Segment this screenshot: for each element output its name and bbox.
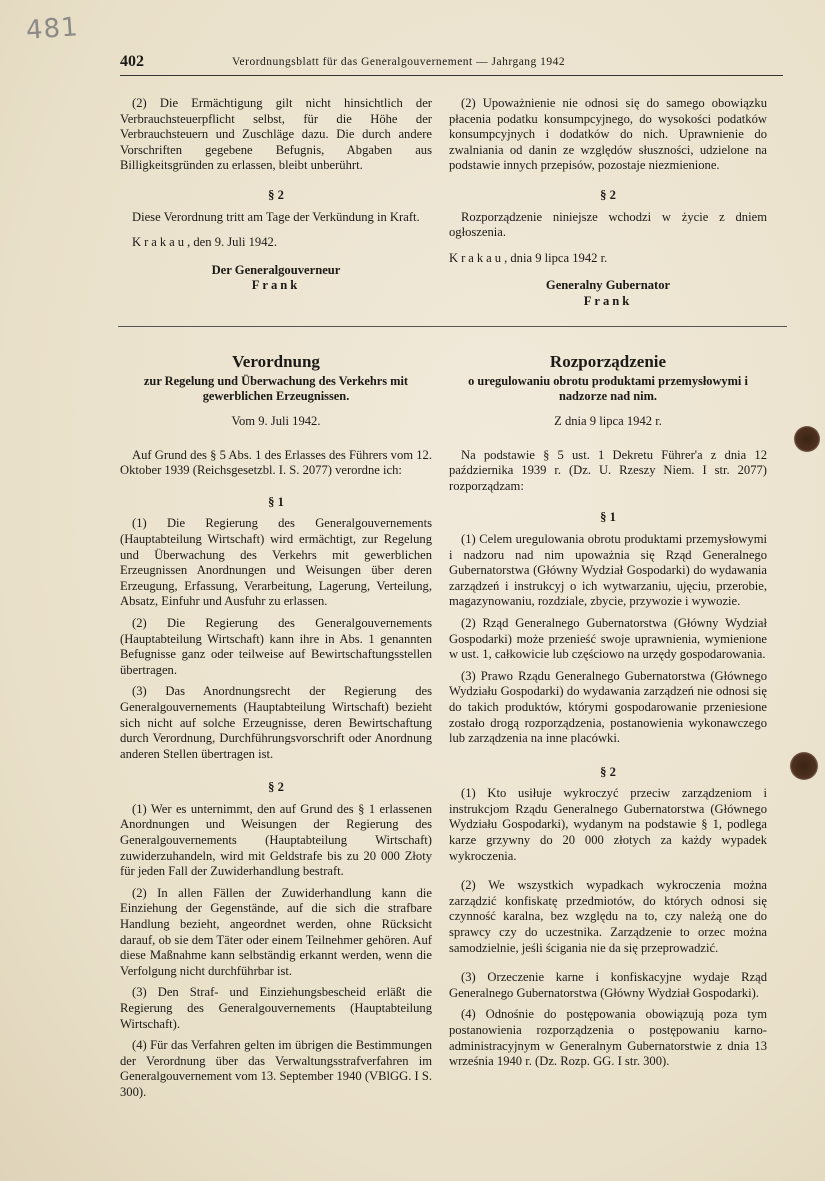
place-date-de <box>120 235 432 251</box>
section-divider-rule <box>118 326 787 327</box>
paragraph-1-sub3-pl: (3) Prawo Rządu Generalnego Gubernatorstwa (Głównego Wydziału Gospodarki) do wydawania zarządzeń nie odnosi się do takich produktów, którymi gospodarowanie przeniesione zostało drogą rozporządzenia, postanowienia wykonawczego lub zarządzenia na inne placówki. <box>449 668 767 746</box>
german-ordinance-column <box>120 352 432 1101</box>
running-title: Verordnungsblatt für das Generalgouvernement — Jahrgang 1942 <box>232 56 566 68</box>
paragraph-1-heading-de: § 1 <box>268 494 284 509</box>
paragraph-1-sub3-de: (3) Das Anordnungsrecht der Regierung des Generalgouvernements (Hauptabteilung Wirtschaft) bezieht sich nicht auf solche Erzeugnisse, deren Bewirtschaftung durch Verordnung, Durchführungsvorschrift oder Anordnung anderen Stellen übertragen ist. <box>120 684 432 761</box>
preamble-de: Auf Grund des § 5 Abs. 1 des Erlasses des Führers vom 12. Oktober 1939 (Reichsgesetzbl. I. S. 2077) verordne ich: <box>120 447 432 478</box>
binding-hole-mark <box>794 426 820 452</box>
preamble-pl: Na podstawie § 5 ust. 1 Dekretu Führer'a z dnia 12 października 1939 r. (Dz. U. Rzeszy Niem. I str. 2077) rozporządzam: <box>449 447 767 493</box>
signer-title-de: Der Generalgouverneur <box>211 262 341 277</box>
paragraph-2-sub2-de: (2) In allen Fällen der Zuwiderhandlung kann die Einziehung der Gegenstände, auf die sich die strafbare Handlung bezieht, angeordnet werden, ohne Rücksicht darauf, ob sie dem Täter oder einem Teilnehmer gehören. Auf diese Maßnahme kann selbständig erkannt werden, wenn die Verfolgung nicht durchführbar ist. <box>120 885 432 978</box>
paragraph-1-sub1-de: (1) Die Regierung des Generalgouvernements (Hauptabteilung Wirtschaft) wird ermächtigt, zur Regelung und Überwachung des Verkehrs mit gewerblichen Erzeugnissen Anordnungen und Weisungen über deren Erzeugung, Erfassung, Verarbeitung, Lagerung, Verteilung, Absatz, Einfuhr und Ausfuhr zu erlassen. <box>120 516 432 609</box>
section-2-text-pl: Rozporządzenie niniejsze wchodzi w życie z dniem ogłoszenia. <box>449 209 767 240</box>
date-text: , den 9. Juli 1942. <box>187 235 277 250</box>
place-date-pl <box>449 251 767 267</box>
signer-title-pl: Generalny Gubernator <box>545 278 671 293</box>
date-text: , dnia 9 lipca 1942 r. <box>504 250 608 265</box>
handwritten-archive-number: 481 <box>25 12 80 46</box>
paragraph-1-heading-pl: § 1 <box>600 510 616 525</box>
section-2-heading-de: § 2 <box>268 187 284 202</box>
paragraph-2-sub1-de: (1) Wer es unternimmt, den auf Grund des § 1 erlassenen Anordnungen und Weisungen der Regierung des Generalgouvernements (Hauptabteilung Wirtschaft) zuwiderzuhandeln, wird mit Geldstrafe bis zu 20 000 Złoty für jeden Fall der Zuwiderhandlung bestraft. <box>120 801 432 879</box>
page-number: 402 <box>120 53 144 70</box>
ordinance-date-pl: Z dnia 9 lipca 1942 r. <box>554 414 662 428</box>
paragraph-1-sub1-pl: (1) Celem uregulowania obrotu produktami przemysłowymi i nadzoru nad nim upoważnia się Rząd Generalnego Gubernatorstwa (Główny Wydział Gospodarki) do wydawania zarządzeń i instrukcyj o ich wytwarzaniu, ujęciu, przerobie, magazynowaniu, rozdziale, zbycie, przywozie i wywozie. <box>449 531 767 609</box>
header-rule <box>120 75 783 76</box>
polish-ordinance-column <box>449 352 767 1070</box>
binding-hole-mark <box>790 752 818 780</box>
signer-name-de: Frank <box>251 278 301 293</box>
paragraph-2-heading-de: § 2 <box>268 780 284 795</box>
place-name: Krakau <box>449 250 505 265</box>
place-name: Krakau <box>132 235 188 250</box>
paragraph-1-sub2-de: (2) Die Regierung des Generalgouvernements (Hauptabteilung Wirtschaft) kann ihre in Abs. 1 genannten Befugnisse ganz oder teilweise auf Bewirtschaftungsstellen übertragen. <box>120 615 432 677</box>
ordinance-title-pl: Rozporządzenie <box>549 352 667 371</box>
top-left-column <box>120 96 432 294</box>
ordinance-subtitle-de: zur Regelung und Überwachung des Verkehrs mit gewerblichen Erzeugnissen. <box>143 374 409 403</box>
paragraph-2-sub1-pl: (1) Kto usiłuje wykroczyć przeciw zarządzeniom i instrukcjom Rządu Generalnego Gubernatorstwa (Głównego Wydziału Gospodarki), wydanym na podstawie § 1, podlega karze grzywny do 20 000 złotych za każdy wypadek wykroczenia. <box>449 786 767 863</box>
paragraph-2-sub3-de: (3) Den Straf- und Einziehungsbescheid erläßt die Regierung des Generalgouvernements (Hauptabteilung Wirtschaft). <box>120 985 432 1031</box>
top-right-column <box>449 96 767 310</box>
ordinance-date-de: Vom 9. Juli 1942. <box>231 414 321 428</box>
previous-ordinance-para2-de: (2) Die Ermächtigung gilt nicht hinsichtlich der Verbrauchsteuerpflicht selbst, für die Höhe der Verbrauchsteuern und Zuschläge dazu. Die durch andere Vorschriften gegebene Befugnis, Abgaben aus Billigkeitsgründen zu erlassen, bleibt unberührt. <box>120 96 432 173</box>
paragraph-2-heading-pl: § 2 <box>600 764 616 779</box>
paragraph-1-sub2-pl: (2) Rząd Generalnego Gubernatorstwa (Główny Wydział Gospodarki) może przenieść swoje uprawnienia, wymienione w ust. 1, całkowicie lub częściowo na urzędy gospodarowania. <box>449 615 767 662</box>
ordinance-subtitle-pl: o uregulowaniu obrotu produktami przemysłowymi i nadzorze nad nim. <box>468 374 748 403</box>
paragraph-2-sub4-de: (4) Für das Verfahren gelten im übrigen die Bestimmungen der Verordnung über das Verwaltungsstrafverfahren im Generalgouvernement vom 13. September 1940 (VBlGG. I S. 300). <box>120 1038 432 1099</box>
section-2-text-de: Diese Verordnung tritt am Tage der Verkündung in Kraft. <box>132 209 420 224</box>
paragraph-2-sub2-pl: (2) We wszystkich wypadkach wykroczenia można zarządzić konfiskatę przedmiotów, do których odnosi się czynność karalna, bez względu na to, czy należą one do sprawcy czy do uczestnika. Zarządzenie to orzec można samodzielnie, jeśli ścigania nie da się przeprowadzić. <box>449 878 767 955</box>
previous-ordinance-para2-pl: (2) Upoważnienie nie odnosi się do samego obowiązku płacenia podatku konsumpcyjnego, do wysokości podatków konsumpcyjnych i dodatków do nich. Uprawnienie do zwalniania od danin ze względów słuszności, udzielone na podstawie innych przepisów, pozostaje niezmienione. <box>449 96 767 173</box>
paragraph-2-sub4-pl: (4) Odnośnie do postępowania obowiązują poza tym postanowienia rozporządzenia o postępowaniu karno-administracyjnym w Generalnym Gubernatorstwie z dnia 13 września 1940 r. (Dz. Rozp. GG. I str. 300). <box>449 1007 767 1069</box>
paragraph-2-sub3-pl: (3) Orzeczenie karne i konfiskacyjne wydaje Rząd Generalnego Gubernatorstwa (Główny Wydział Gospodarki). <box>449 970 767 1000</box>
signer-name-pl: Frank <box>583 293 633 308</box>
ordinance-title-de: Verordnung <box>232 352 320 371</box>
section-2-heading-pl: § 2 <box>600 187 616 202</box>
